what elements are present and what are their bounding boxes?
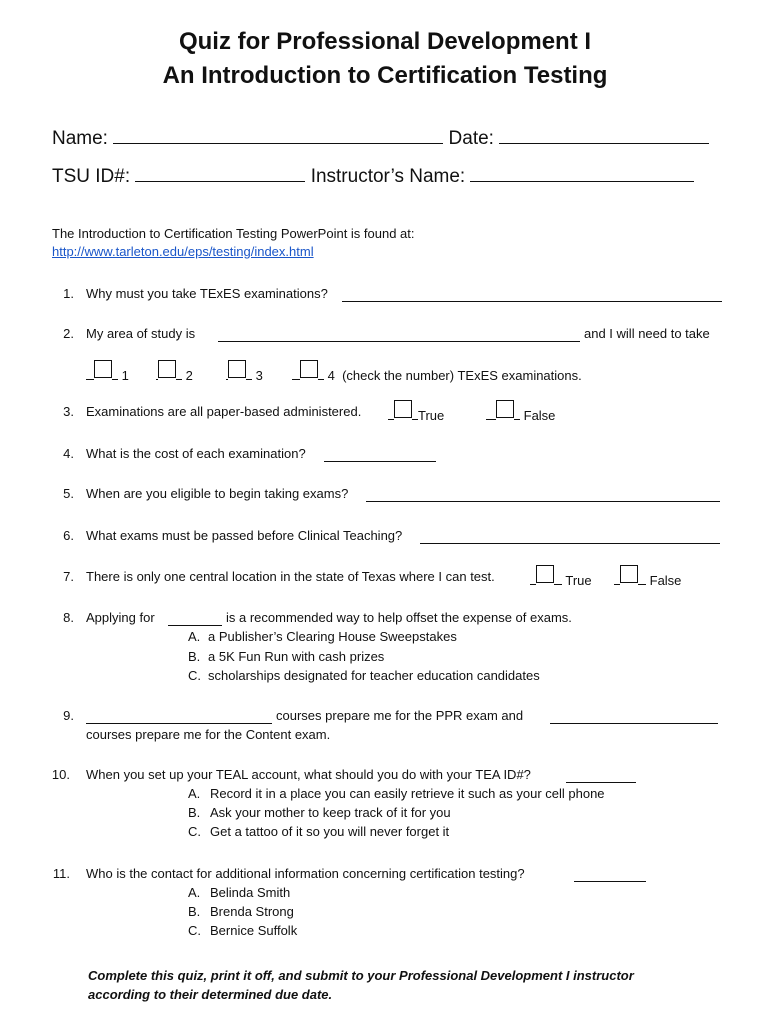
question-8 <box>40 610 730 690</box>
question-text: Examinations are all paper-based administered. <box>86 404 362 419</box>
answer-line[interactable] <box>420 542 720 544</box>
document-title-line1: Quiz for Professional Development I <box>178 28 592 55</box>
tsu-id-label: TSU ID#: <box>52 166 131 187</box>
footer-instruction-line1: Complete this quiz, print it off, and submit to your Professional Development I instructor <box>88 968 634 983</box>
option-letter: C. <box>188 668 201 683</box>
question-number: 9. <box>63 708 74 723</box>
question-7 <box>40 569 730 591</box>
question-10 <box>40 767 730 847</box>
question-text: Why must you take TExES examinations? <box>86 286 328 301</box>
answer-line[interactable] <box>366 500 720 502</box>
option-letter: A. <box>188 786 201 801</box>
exam-count-options <box>40 364 730 386</box>
content-courses-line[interactable] <box>550 722 718 724</box>
option-text: a Publisher’s Clearing House Sweepstakes <box>208 629 457 644</box>
document-title-line2: An Introduction to Certification Testing <box>162 62 608 89</box>
question-text-a: Applying for <box>86 610 155 625</box>
option-label: 2 <box>185 368 193 383</box>
name-label: Name: <box>52 128 108 149</box>
instructor-input-line[interactable] <box>470 180 694 182</box>
area-of-study-line[interactable] <box>218 340 580 342</box>
question-number: 6. <box>63 528 74 543</box>
question-text-b: is a recommended way to help offset the expense of exams. <box>226 610 572 625</box>
question-text: What is the cost of each examination? <box>86 446 306 461</box>
true-label: True <box>565 573 592 588</box>
id-field <box>52 166 694 188</box>
question-number: 5. <box>63 486 74 501</box>
question-text: What exams must be passed before Clinical Teaching? <box>86 528 403 543</box>
question-text: Who is the contact for additional information concerning certification testing? <box>86 866 525 881</box>
false-checkbox[interactable] <box>620 565 638 583</box>
checkbox-3[interactable] <box>228 360 246 378</box>
checkbox-2[interactable] <box>158 360 176 378</box>
question-3 <box>40 404 730 426</box>
option-label: 3 <box>255 368 263 383</box>
checkbox-1[interactable] <box>94 360 112 378</box>
question-text: There is only one central location in the state of Texas where I can test. <box>86 569 495 584</box>
option-text: Bernice Suffolk <box>210 923 298 938</box>
option-text: Ask your mother to keep track of it for you <box>210 805 451 820</box>
option-text: Brenda Strong <box>210 904 294 919</box>
option-letter: A. <box>188 885 201 900</box>
option-text: Belinda Smith <box>210 885 291 900</box>
option-letter: B. <box>188 805 201 820</box>
powerpoint-link[interactable]: http://www.tarleton.edu/eps/testing/index.html <box>52 244 314 259</box>
option-text: scholarships designated for teacher education candidates <box>208 668 540 683</box>
option-letter: A. <box>188 629 201 644</box>
question-number: 7. <box>63 569 74 584</box>
option-letter: B. <box>188 904 201 919</box>
question-tail: and I will need to take <box>584 326 710 341</box>
answer-line[interactable] <box>324 460 436 462</box>
date-label: Date: <box>448 128 494 149</box>
question-number: 10. <box>51 767 70 782</box>
answer-line[interactable] <box>168 624 222 626</box>
footer-instruction-line2: according to their determined due date. <box>88 987 333 1002</box>
false-label: False <box>523 408 556 423</box>
question-11 <box>40 866 730 946</box>
question-text: When you set up your TEAL account, what should you do with your TEA ID#? <box>86 767 531 782</box>
question-number: 4. <box>63 446 74 461</box>
question-number: 11. <box>52 866 70 881</box>
ppr-courses-line[interactable] <box>86 722 272 724</box>
tsu-id-input-line[interactable] <box>135 180 305 182</box>
question-number: 8. <box>63 610 74 625</box>
question-text-a: courses prepare me for the PPR exam and <box>276 708 524 723</box>
question-number: 2. <box>63 326 74 341</box>
option-letter: C. <box>188 824 201 839</box>
date-input-line[interactable] <box>499 142 709 144</box>
instructor-label: Instructor’s Name: <box>310 166 466 187</box>
answer-line[interactable] <box>342 300 722 302</box>
intro-text: The Introduction to Certification Testing PowerPoint is found at: <box>52 226 415 241</box>
option-letter: B. <box>188 649 201 664</box>
true-checkbox[interactable] <box>536 565 554 583</box>
option-label: 4 <box>327 368 335 383</box>
question-number: 3. <box>63 404 74 419</box>
name-input-line[interactable] <box>113 142 443 144</box>
true-label: True <box>418 408 445 423</box>
option-label: 1 <box>121 368 129 383</box>
name-field <box>52 128 709 150</box>
question-9 <box>40 708 730 748</box>
option-text: Record it in a place you can easily retrieve it such as your cell phone <box>210 786 605 801</box>
question-text: My area of study is <box>86 326 196 341</box>
option-text: a 5K Fun Run with cash prizes <box>208 649 385 664</box>
option-tail: (check the number) TExES examinations. <box>342 368 582 383</box>
option-text: Get a tattoo of it so you will never forget it <box>210 824 450 839</box>
false-checkbox[interactable] <box>496 400 514 418</box>
answer-line[interactable] <box>574 880 646 882</box>
question-number: 1. <box>63 286 74 301</box>
option-letter: C. <box>188 923 201 938</box>
question-text: When are you eligible to begin taking exams? <box>86 486 349 501</box>
question-text-b: courses prepare me for the Content exam. <box>86 727 331 742</box>
answer-line[interactable] <box>566 781 636 783</box>
false-label: False <box>649 573 682 588</box>
true-checkbox[interactable] <box>394 400 412 418</box>
checkbox-4[interactable] <box>300 360 318 378</box>
